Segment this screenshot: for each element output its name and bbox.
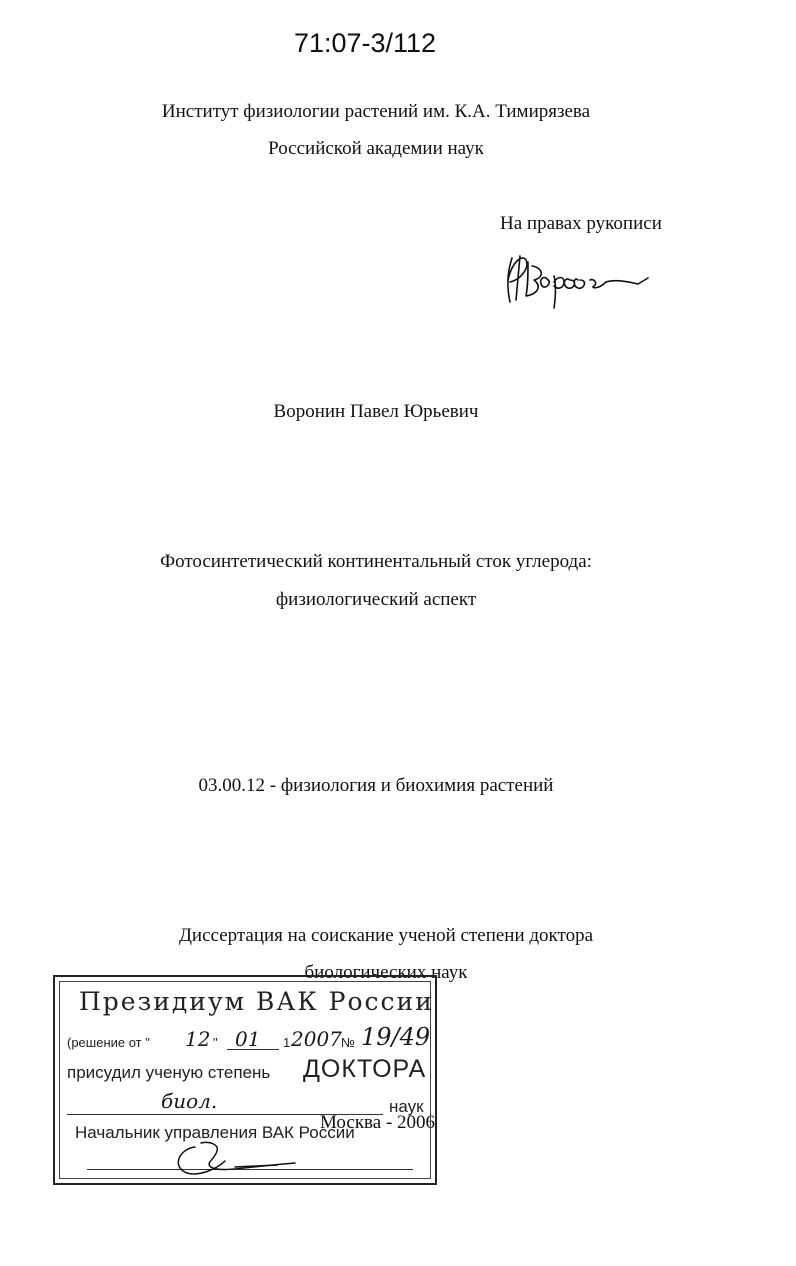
city-year: Москва - 2006	[320, 1112, 436, 1133]
specialty-code: 03.00.12 - физиология и биохимия растений	[198, 775, 554, 796]
stamp-field-suffix: наук	[389, 1097, 424, 1116]
stamp-field-handwritten: биол.	[161, 1089, 218, 1113]
stamp-decision-day: 12	[185, 1027, 211, 1051]
academy-name: Российской академии наук	[268, 138, 484, 159]
author-signature	[498, 250, 658, 312]
stamp-title: Президиум ВАК России	[79, 987, 434, 1016]
author-name: Воронин Павел Юрьевич	[273, 401, 479, 422]
stamp-head-title: Начальник управления ВАК России	[75, 1123, 355, 1142]
stamp-decision-number: 19/49	[361, 1023, 431, 1051]
stamp-quote: "	[213, 1035, 218, 1050]
degree-line2: биологических наук	[304, 962, 468, 983]
institute-name: Институт физиологии растений им. К.А. Тимирязева	[161, 101, 591, 122]
stamp-awarded-prefix: присудил ученую степень	[67, 1063, 271, 1082]
stamp-field-underline	[67, 1114, 383, 1115]
vak-stamp	[53, 975, 437, 1185]
stamp-decision-month: 01	[235, 1027, 261, 1051]
stamp-decision-year: 2007	[291, 1027, 342, 1051]
stamp-number-prefix: №	[341, 1035, 355, 1050]
thesis-title-line2: физиологический аспект	[275, 589, 477, 610]
stamp-decision-prefix: (решение от "	[67, 1035, 150, 1050]
stamp-head-signature	[165, 1137, 305, 1181]
document-code: 71:07-3/112	[293, 28, 437, 58]
stamp-year-prefix: 1	[283, 1035, 291, 1050]
stamp-awarded-degree: ДОКТОРА	[303, 1055, 427, 1083]
thesis-title-line1: Фотосинтетический континентальный сток углерода:	[160, 551, 592, 572]
degree-line1: Диссертация на соискание ученой степени доктора	[178, 925, 594, 946]
manuscript-rights-note: На правах рукописи	[500, 213, 662, 234]
